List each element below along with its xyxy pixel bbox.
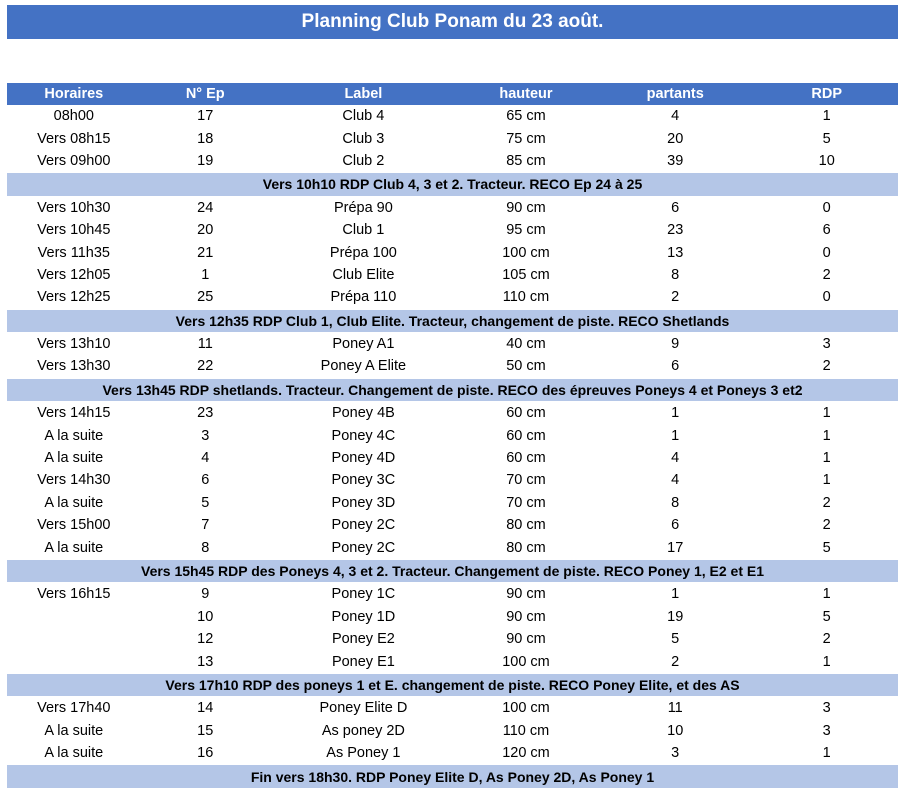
cell-time: Vers 16h15 bbox=[37, 586, 111, 603]
cell-entrants: 1 bbox=[671, 427, 680, 444]
cell-entrants: 19 bbox=[667, 608, 684, 625]
page-title: Planning Club Ponam du 23 août. bbox=[7, 5, 898, 39]
cell-height: 60 cm bbox=[506, 405, 546, 422]
table-row bbox=[7, 241, 898, 263]
table-row bbox=[7, 514, 898, 536]
column-header-label: Label bbox=[270, 83, 457, 105]
cell-label: Poney 2C bbox=[331, 517, 396, 534]
cell-entrants: 4 bbox=[671, 108, 680, 125]
column-header-event-number: N° Ep bbox=[141, 83, 270, 105]
cell-height: 110 cm bbox=[502, 722, 550, 739]
cell-height: 80 cm bbox=[506, 517, 546, 534]
cell-event-number: 12 bbox=[197, 631, 214, 648]
cell-entrants: 1 bbox=[671, 405, 680, 422]
cell-rdp: 3 bbox=[822, 336, 831, 353]
table-row bbox=[7, 606, 898, 628]
column-header-rdp: RDP bbox=[755, 83, 898, 105]
cell-entrants: 2 bbox=[671, 289, 680, 306]
cell-entrants: 4 bbox=[671, 472, 680, 489]
cell-label: Prépa 90 bbox=[333, 199, 393, 216]
cell-time: Vers 08h15 bbox=[37, 130, 111, 147]
cell-rdp: 2 bbox=[822, 266, 831, 283]
cell-rdp: 1 bbox=[822, 450, 831, 467]
cell-height: 70 cm bbox=[506, 472, 546, 489]
cell-event-number: 10 bbox=[197, 608, 214, 625]
cell-height: 80 cm bbox=[506, 539, 546, 556]
cell-event-number: 16 bbox=[197, 745, 214, 762]
cell-label: As Poney 1 bbox=[326, 745, 401, 762]
cell-time: 08h00 bbox=[53, 108, 94, 125]
cell-rdp: 1 bbox=[822, 653, 831, 670]
cell-height: 90 cm bbox=[506, 199, 546, 216]
cell-rdp: 1 bbox=[822, 405, 831, 422]
schedule-note-row bbox=[7, 309, 898, 332]
cell-time: Vers 13h10 bbox=[37, 336, 111, 353]
table-row bbox=[7, 469, 898, 491]
cell-entrants: 10 bbox=[667, 722, 684, 739]
cell-time: Vers 14h30 bbox=[37, 472, 111, 489]
table-row bbox=[7, 402, 898, 425]
cell-rdp: 10 bbox=[818, 152, 835, 169]
cell-event-number: 22 bbox=[197, 358, 214, 375]
cell-time: A la suite bbox=[44, 427, 104, 444]
cell-height: 120 cm bbox=[502, 745, 550, 762]
schedule-note-row bbox=[7, 173, 898, 196]
cell-label: Club Elite bbox=[332, 266, 395, 283]
cell-rdp: 2 bbox=[822, 517, 831, 534]
schedule-note-row bbox=[7, 559, 898, 582]
cell-label: Club 4 bbox=[342, 108, 385, 125]
cell-entrants: 8 bbox=[671, 494, 680, 511]
cell-height: 105 cm bbox=[502, 266, 550, 283]
cell-rdp: 5 bbox=[822, 130, 831, 147]
cell-entrants: 23 bbox=[667, 222, 684, 239]
cell-rdp: 1 bbox=[822, 586, 831, 603]
cell-time: A la suite bbox=[44, 539, 104, 556]
cell-event-number: 9 bbox=[201, 586, 210, 603]
cell-height: 70 cm bbox=[506, 494, 546, 511]
table-row bbox=[7, 127, 898, 149]
schedule-note: Vers 12h35 RDP Club 1, Club Elite. Tracteur, changement de piste. RECO Shetlands bbox=[7, 309, 898, 332]
cell-entrants: 6 bbox=[671, 199, 680, 216]
schedule-note: Vers 10h10 RDP Club 4, 3 et 2. Tracteur. RECO Ep 24 à 25 bbox=[7, 173, 898, 196]
cell-time: Vers 17h40 bbox=[37, 700, 111, 717]
cell-event-number: 19 bbox=[197, 152, 214, 169]
cell-entrants: 5 bbox=[671, 631, 680, 648]
table-header-row bbox=[7, 83, 898, 105]
cell-time: Vers 11h35 bbox=[37, 244, 110, 261]
table-row bbox=[7, 264, 898, 286]
cell-event-number: 13 bbox=[197, 653, 214, 670]
cell-label: Poney 4B bbox=[331, 405, 395, 422]
cell-event-number: 1 bbox=[201, 266, 210, 283]
schedule-note: Vers 13h45 RDP shetlands. Tracteur. Changement de piste. RECO des épreuves Poneys 4 et Poneys 3 et2 bbox=[7, 378, 898, 401]
cell-entrants: 3 bbox=[671, 745, 680, 762]
cell-time: Vers 12h05 bbox=[37, 266, 111, 283]
cell-label: Poney 4C bbox=[331, 427, 396, 444]
schedule-note-row bbox=[7, 765, 898, 788]
cell-height: 65 cm bbox=[506, 108, 546, 125]
cell-height: 60 cm bbox=[506, 427, 546, 444]
cell-label: Poney A1 bbox=[332, 336, 395, 353]
cell-entrants: 20 bbox=[667, 130, 684, 147]
cell-entrants: 2 bbox=[671, 653, 680, 670]
table-row bbox=[7, 742, 898, 765]
schedule-note: Fin vers 18h30. RDP Poney Elite D, As Poney 2D, As Poney 1 bbox=[7, 765, 898, 788]
table-row bbox=[7, 720, 898, 742]
cell-entrants: 9 bbox=[671, 336, 680, 353]
cell-rdp: 5 bbox=[822, 608, 831, 625]
cell-label: Poney A Elite bbox=[320, 358, 407, 375]
cell-label: Poney Elite D bbox=[319, 700, 408, 717]
cell-entrants: 13 bbox=[667, 244, 684, 261]
table-row bbox=[7, 697, 898, 720]
table-row bbox=[7, 628, 898, 650]
cell-time bbox=[7, 628, 141, 650]
cell-event-number: 3 bbox=[201, 427, 210, 444]
cell-time: A la suite bbox=[44, 722, 104, 739]
cell-rdp: 0 bbox=[822, 289, 831, 306]
cell-height: 110 cm bbox=[502, 289, 550, 306]
table-body bbox=[7, 105, 898, 788]
table-row bbox=[7, 536, 898, 559]
cell-entrants: 11 bbox=[667, 700, 683, 717]
table-row bbox=[7, 286, 898, 309]
cell-height: 100 cm bbox=[502, 653, 550, 670]
schedule-table bbox=[7, 83, 898, 789]
cell-rdp: 5 bbox=[822, 539, 831, 556]
cell-rdp: 0 bbox=[822, 199, 831, 216]
table-row bbox=[7, 492, 898, 514]
table-row bbox=[7, 196, 898, 219]
cell-label: Poney 3C bbox=[331, 472, 396, 489]
cell-time: Vers 10h45 bbox=[37, 222, 111, 239]
cell-event-number: 5 bbox=[201, 494, 210, 511]
cell-time: A la suite bbox=[44, 745, 104, 762]
cell-event-number: 7 bbox=[201, 517, 210, 534]
cell-label: Poney 4D bbox=[331, 450, 396, 467]
cell-rdp: 3 bbox=[822, 722, 831, 739]
cell-label: As poney 2D bbox=[321, 722, 405, 739]
cell-event-number: 11 bbox=[197, 336, 213, 353]
cell-rdp: 1 bbox=[822, 427, 831, 444]
cell-rdp: 1 bbox=[822, 472, 831, 489]
cell-rdp: 2 bbox=[822, 494, 831, 511]
cell-time: A la suite bbox=[44, 450, 104, 467]
cell-event-number: 21 bbox=[197, 244, 214, 261]
cell-height: 75 cm bbox=[506, 130, 546, 147]
cell-event-number: 6 bbox=[201, 472, 210, 489]
cell-rdp: 2 bbox=[822, 358, 831, 375]
cell-height: 90 cm bbox=[506, 631, 546, 648]
cell-label: Poney 3D bbox=[331, 494, 396, 511]
cell-event-number: 25 bbox=[197, 289, 214, 306]
cell-label: Prépa 100 bbox=[329, 244, 397, 261]
cell-label: Poney 1D bbox=[331, 608, 396, 625]
column-header-height: hauteur bbox=[457, 83, 595, 105]
cell-label: Club 2 bbox=[342, 152, 385, 169]
cell-event-number: 14 bbox=[197, 700, 214, 717]
cell-event-number: 23 bbox=[197, 405, 214, 422]
cell-time: Vers 13h30 bbox=[37, 358, 111, 375]
table-row bbox=[7, 150, 898, 173]
table-row bbox=[7, 332, 898, 355]
schedule-note: Vers 15h45 RDP des Poneys 4, 3 et 2. Tracteur. Changement de piste. RECO Poney 1, E2 et E1 bbox=[7, 559, 898, 582]
cell-height: 90 cm bbox=[506, 608, 546, 625]
cell-label: Poney 1C bbox=[331, 586, 396, 603]
cell-rdp: 2 bbox=[822, 631, 831, 648]
table-row bbox=[7, 424, 898, 446]
cell-rdp: 0 bbox=[822, 244, 831, 261]
cell-entrants: 1 bbox=[671, 586, 680, 603]
cell-height: 60 cm bbox=[506, 450, 546, 467]
cell-event-number: 8 bbox=[201, 539, 210, 556]
cell-height: 50 cm bbox=[506, 358, 546, 375]
cell-entrants: 8 bbox=[671, 266, 680, 283]
cell-height: 40 cm bbox=[506, 336, 546, 353]
column-header-time: Horaires bbox=[7, 83, 141, 105]
cell-time: Vers 14h15 bbox=[37, 405, 111, 422]
cell-entrants: 39 bbox=[667, 152, 684, 169]
table-row bbox=[7, 219, 898, 241]
cell-height: 95 cm bbox=[506, 222, 546, 239]
table-row bbox=[7, 583, 898, 606]
cell-rdp: 3 bbox=[822, 700, 831, 717]
cell-event-number: 20 bbox=[197, 222, 214, 239]
table-row bbox=[7, 105, 898, 127]
cell-time: Vers 10h30 bbox=[37, 199, 111, 216]
cell-height: 90 cm bbox=[506, 586, 546, 603]
cell-time: Vers 12h25 bbox=[37, 289, 111, 306]
cell-event-number: 18 bbox=[197, 130, 214, 147]
cell-height: 85 cm bbox=[506, 152, 546, 169]
cell-height: 100 cm bbox=[502, 244, 550, 261]
cell-time bbox=[7, 650, 141, 673]
table-row bbox=[7, 447, 898, 469]
cell-rdp: 6 bbox=[822, 222, 831, 239]
cell-label: Poney 2C bbox=[331, 539, 396, 556]
cell-time: Vers 15h00 bbox=[37, 517, 111, 534]
cell-label: Prépa 110 bbox=[330, 289, 397, 306]
table-row bbox=[7, 650, 898, 673]
cell-time bbox=[7, 606, 141, 628]
schedule-note-row bbox=[7, 673, 898, 696]
cell-time: Vers 09h00 bbox=[37, 152, 111, 169]
cell-entrants: 6 bbox=[671, 517, 680, 534]
cell-label: Poney E1 bbox=[331, 653, 395, 670]
cell-event-number: 24 bbox=[197, 199, 214, 216]
cell-rdp: 1 bbox=[822, 108, 831, 125]
cell-label: Club 3 bbox=[342, 130, 385, 147]
cell-entrants: 4 bbox=[671, 450, 680, 467]
schedule-note: Vers 17h10 RDP des poneys 1 et E. changement de piste. RECO Poney Elite, et des AS bbox=[7, 673, 898, 696]
cell-label: Club 1 bbox=[342, 222, 385, 239]
schedule-note-row bbox=[7, 378, 898, 401]
cell-event-number: 4 bbox=[201, 450, 210, 467]
cell-rdp: 1 bbox=[822, 745, 831, 762]
table-row bbox=[7, 355, 898, 378]
cell-entrants: 6 bbox=[671, 358, 680, 375]
cell-event-number: 17 bbox=[197, 108, 214, 125]
cell-entrants: 17 bbox=[667, 539, 684, 556]
cell-event-number: 15 bbox=[197, 722, 214, 739]
cell-label: Poney E2 bbox=[331, 631, 395, 648]
cell-height: 100 cm bbox=[502, 700, 550, 717]
column-header-entrants: partants bbox=[595, 83, 755, 105]
cell-time: A la suite bbox=[44, 494, 104, 511]
